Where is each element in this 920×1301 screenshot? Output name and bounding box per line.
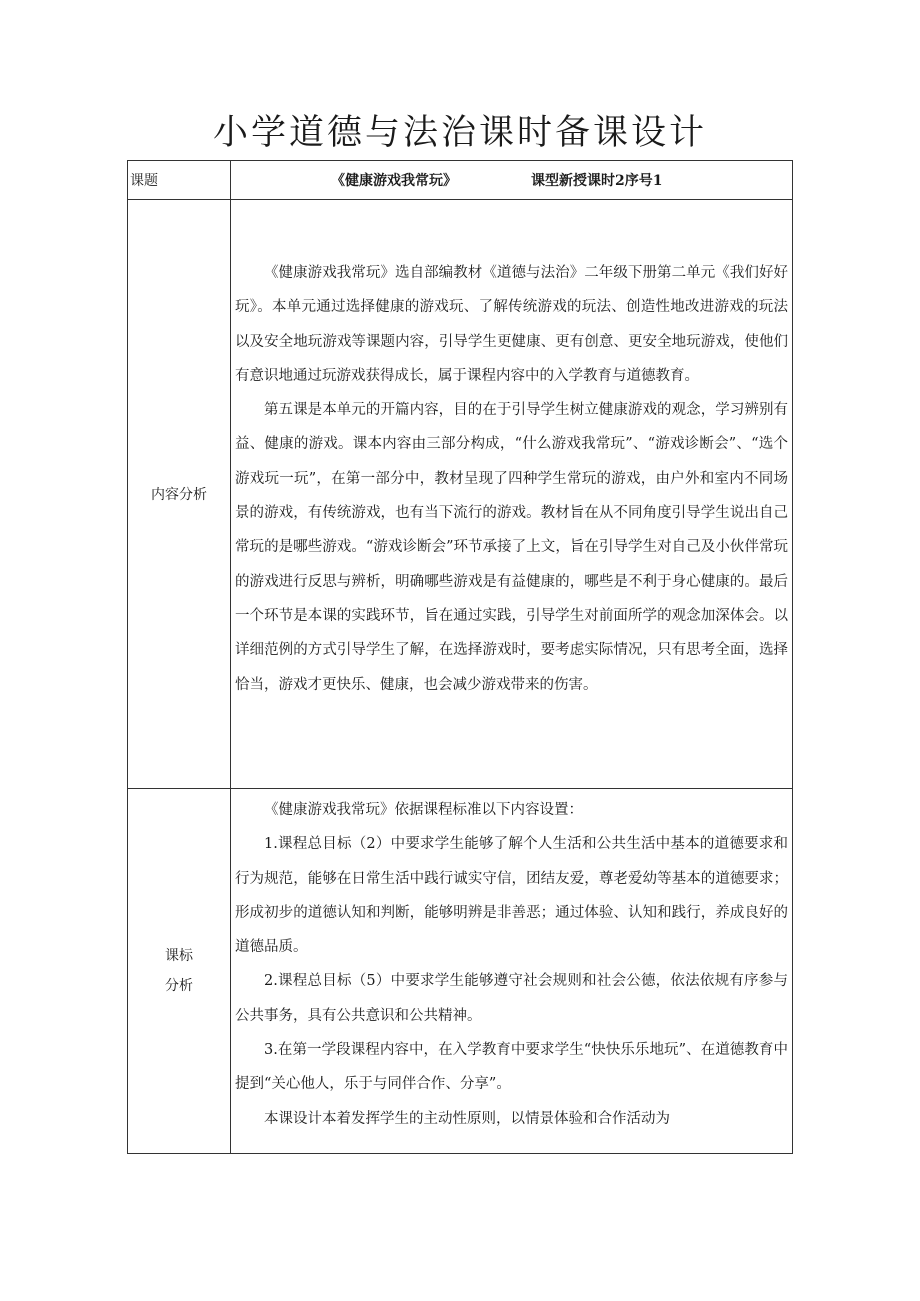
content-paragraph: 《健康游戏我常玩》选自部编教材《道德与法治》二年级下册第二单元《我们好好玩》。本单元通过选择健康的游戏玩、了解传统游戏的玩法、创造性地改进游戏的玩法以及安全地玩游戏等课题内容，引导学生更健康、更有创意、更安全地玩游戏，使他们有意识地通过玩游戏获得成长，属于课程内容中的入学教育与道德教育。 [235,265,788,384]
topic-label: 课题 [128,161,231,200]
standard-paragraph: 《健康游戏我常玩》依据课程标准以下内容设置： [264,802,583,818]
standard-label-line: 分析 [165,978,193,994]
content-analysis-row [128,200,793,789]
topic-value [231,161,793,200]
content-paragraph: 第五课是本单元的开篇内容，目的在于引导学生树立健康游戏的观念，学习辨别有益、健康的游戏。课本内容由三部分构成，“什么游戏我常玩”、“游戏诊断会”、“选个游戏玩一玩”，在第一部分中，教材呈现了四种学生常玩的游戏，由户外和室内不同场景的游戏，有传统游戏，也有当下流行的游戏。教材旨在从不同角度引导学生说出自己常玩的是哪些游戏。“游戏诊断会”环节承接了上文，旨在引导学生对自己及小伙伴常玩的游戏进行反思与辨析，明确哪些游戏是有益健康的，哪些是不利于身心健康的。最后一个环节是本课的实践环节，旨在通过实践，引导学生对前面所学的观念加深体会。以详细范例的方式引导学生了解，在选择游戏时，要考虑实际情况，只有思考全面，选择恰当，游戏才更快乐、健康，也会减少游戏带来的伤害。 [235,402,788,693]
page-title: 小学道德与法治课时备课设计 [212,113,707,153]
header-row [128,161,793,200]
standard-analysis-row [128,789,793,1154]
lesson-meta: 课型新授课时2序号1 [531,173,663,189]
lesson-plan-table [127,160,793,1154]
standard-paragraph: 1.课程总目标（2）中要求学生能够了解个人生活和公共生活中基本的道德要求和行为规范，能够在日常生活中践行诚实守信，团结友爱，尊老爱幼等基本的道德要求；形成初步的道德认知和判断，能够明辨是非善恶；通过体验、认知和践行，养成良好的道德品质。 [235,836,788,956]
content-analysis-label: 内容分析 [128,200,231,789]
standard-paragraph: 3.在第一学段课程内容中，在入学教育中要求学生“快快乐乐地玩”、在道德教育中提到“关心他人，乐于与同伴合作、分享”。 [235,1042,788,1093]
course-title: 《健康游戏我常玩》 [331,173,457,189]
standard-paragraph: 2.课程总目标（5）中要求学生能够遵守社会规则和社会公德，依法依规有序参与公共事务，具有公共意识和公共精神。 [235,973,788,1024]
standard-analysis-cell [231,789,793,1154]
standard-label-line: 课标 [165,948,193,964]
content-analysis-cell [231,200,793,789]
standard-paragraph: 本课设计本着发挥学生的主动性原则，以情景体验和合作活动为 [264,1110,670,1127]
standard-analysis-label [128,789,231,1154]
